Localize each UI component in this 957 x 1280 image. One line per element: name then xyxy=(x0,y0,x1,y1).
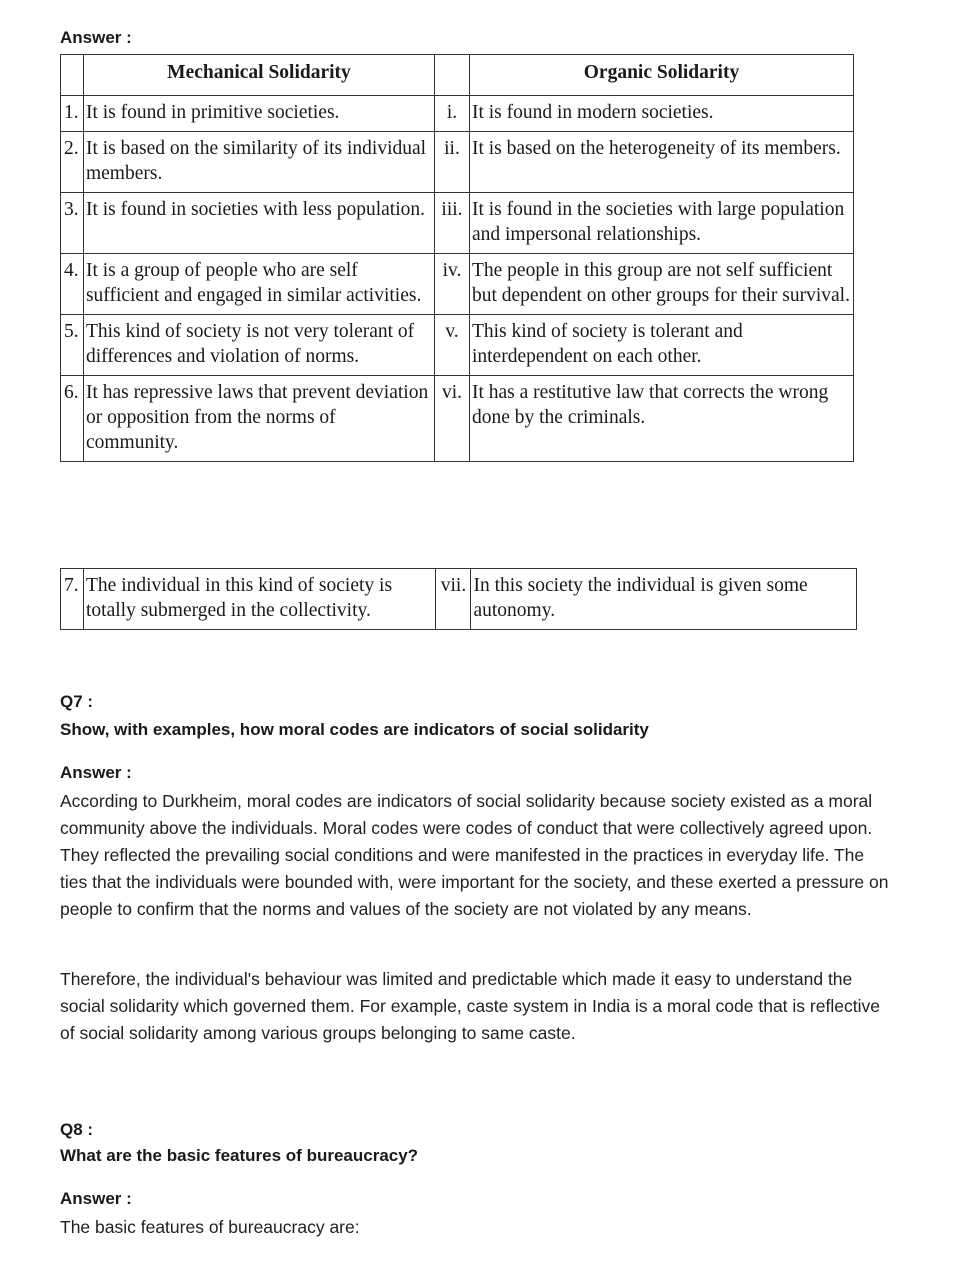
roman-number: ii. xyxy=(435,132,470,193)
table-row xyxy=(61,569,857,630)
q7-label: Q7 : xyxy=(60,692,94,711)
mechanical-cell: It is found in societies with less population. xyxy=(83,193,434,254)
organic-cell: In this society the individual is given some autonomy. xyxy=(471,569,857,630)
table-header-row xyxy=(61,55,854,96)
organic-cell: It is found in the societies with large population and impersonal relationships. xyxy=(469,193,853,254)
header-mechanical: Mechanical Solidarity xyxy=(83,55,434,96)
q8-question: What are the basic features of bureaucracy? xyxy=(60,1146,419,1165)
q8-label: Q8 : xyxy=(60,1120,94,1139)
row-number: 2. xyxy=(61,132,84,193)
organic-cell: It is based on the heterogeneity of its members. xyxy=(469,132,853,193)
mechanical-cell: It is based on the similarity of its individual members. xyxy=(83,132,434,193)
organic-cell: This kind of society is tolerant and interdependent on each other. xyxy=(469,315,853,376)
q8-answer-text: The basic features of bureaucracy are: xyxy=(60,1217,360,1237)
header-blank-cell xyxy=(61,55,84,96)
mechanical-cell: This kind of society is not very tolerant of differences and violation of norms. xyxy=(83,315,434,376)
roman-number: v. xyxy=(435,315,470,376)
q7-answer-paragraph-1: According to Durkheim, moral codes are indicators of social solidarity because society existed as a moral community above the individuals. Moral codes were codes of conduct that were collectively agreed upon. They reflected the prevailing social conditions and were manifested in the practices in everyday life. The ties that the individuals were bounded with, were important for the society, and these exerted a pressure on people to confirm that the norms and values of the society are not violated by any means. xyxy=(60,791,889,919)
table-row xyxy=(61,376,854,462)
organic-cell: The people in this group are not self sufficient but dependent on other groups for their survival. xyxy=(469,254,853,315)
solidarity-comparison-table xyxy=(60,54,854,462)
table-row xyxy=(61,315,854,376)
row-number: 3. xyxy=(61,193,84,254)
answer-label: Answer : xyxy=(60,28,132,47)
table-row xyxy=(61,193,854,254)
q7-answer-label: Answer : xyxy=(60,763,132,782)
header-blank-cell xyxy=(435,55,470,96)
table-row xyxy=(61,132,854,193)
q7-question: Show, with examples, how moral codes are indicators of social solidarity xyxy=(60,720,649,739)
solidarity-extra-table xyxy=(60,568,857,630)
q8-answer-label: Answer : xyxy=(60,1189,132,1208)
organic-cell: It is found in modern societies. xyxy=(469,96,853,132)
roman-number: iv. xyxy=(435,254,470,315)
roman-number: i. xyxy=(435,96,470,132)
row-number: 5. xyxy=(61,315,84,376)
row-number: 1. xyxy=(61,96,84,132)
mechanical-cell: It is a group of people who are self sufficient and engaged in similar activities. xyxy=(83,254,434,315)
header-organic: Organic Solidarity xyxy=(469,55,853,96)
table-row xyxy=(61,96,854,132)
roman-number: iii. xyxy=(435,193,470,254)
q7-answer-paragraph-2: Therefore, the individual's behaviour was limited and predictable which made it easy to understand the social solidarity which governed them. For example, caste system in India is a moral code that is reflective of social solidarity among various groups belonging to same caste. xyxy=(60,969,880,1043)
roman-number: vi. xyxy=(435,376,470,462)
row-number: 6. xyxy=(61,376,84,462)
table-row xyxy=(61,254,854,315)
mechanical-cell: The individual in this kind of society is totally submerged in the collectivity. xyxy=(84,569,436,630)
row-number: 7. xyxy=(61,569,84,630)
mechanical-cell: It is found in primitive societies. xyxy=(83,96,434,132)
organic-cell: It has a restitutive law that corrects the wrong done by the criminals. xyxy=(469,376,853,462)
row-number: 4. xyxy=(61,254,84,315)
mechanical-cell: It has repressive laws that prevent deviation or opposition from the norms of community. xyxy=(83,376,434,462)
roman-number: vii. xyxy=(436,569,471,630)
